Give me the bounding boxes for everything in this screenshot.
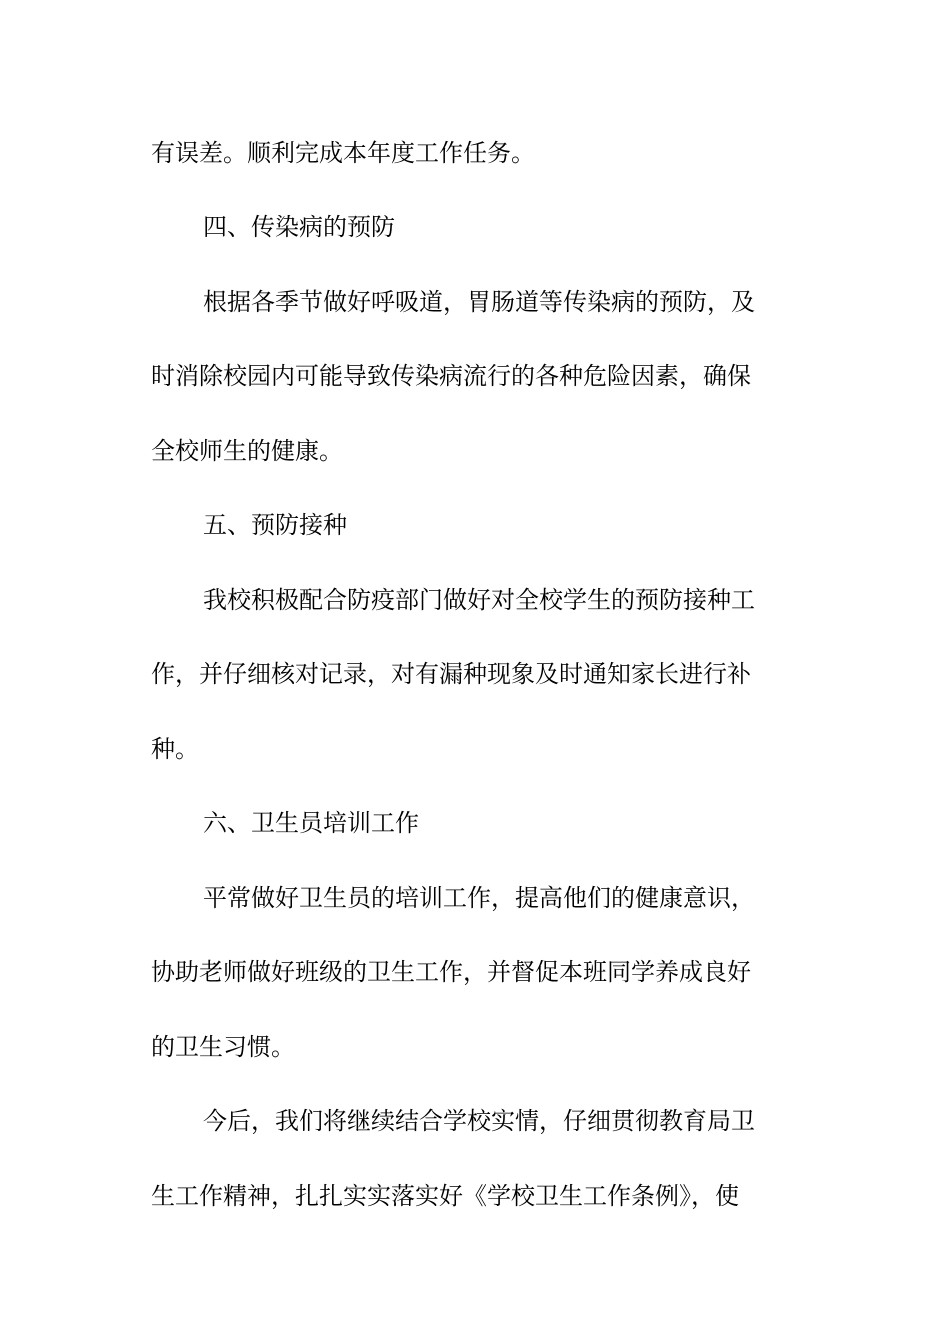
section-heading: 六、卫生员培训工作 [203, 809, 419, 837]
paragraph-line: 平常做好卫生员的培训工作，提高他们的健康意识， [203, 884, 755, 912]
paragraph-line: 的卫生习惯。 [151, 1033, 295, 1061]
section-heading: 四、传染病的预防 [203, 213, 395, 241]
paragraph-line: 种。 [151, 735, 199, 763]
paragraph-line: 生工作精神，扎扎实实落实好《学校卫生工作条例》，使 [151, 1182, 739, 1210]
paragraph-line: 有误差。顺利完成本年度工作任务。 [151, 139, 535, 167]
paragraph-line: 协助老师做好班级的卫生工作，并督促本班同学养成良好 [151, 958, 751, 986]
paragraph-line: 我校积极配合防疫部门做好对全校学生的预防接种工 [203, 586, 755, 614]
section-heading: 五、预防接种 [203, 511, 347, 539]
paragraph-line: 根据各季节做好呼吸道，胃肠道等传染病的预防，及 [203, 288, 755, 316]
paragraph-line: 作，并仔细核对记录，对有漏种现象及时通知家长进行补 [151, 660, 751, 688]
paragraph-line: 时消除校园内可能导致传染病流行的各种危险因素，确保 [151, 362, 751, 390]
paragraph-line: 全校师生的健康。 [151, 437, 343, 465]
paragraph-line: 今后，我们将继续结合学校实情，仔细贯彻教育局卫 [203, 1107, 755, 1135]
